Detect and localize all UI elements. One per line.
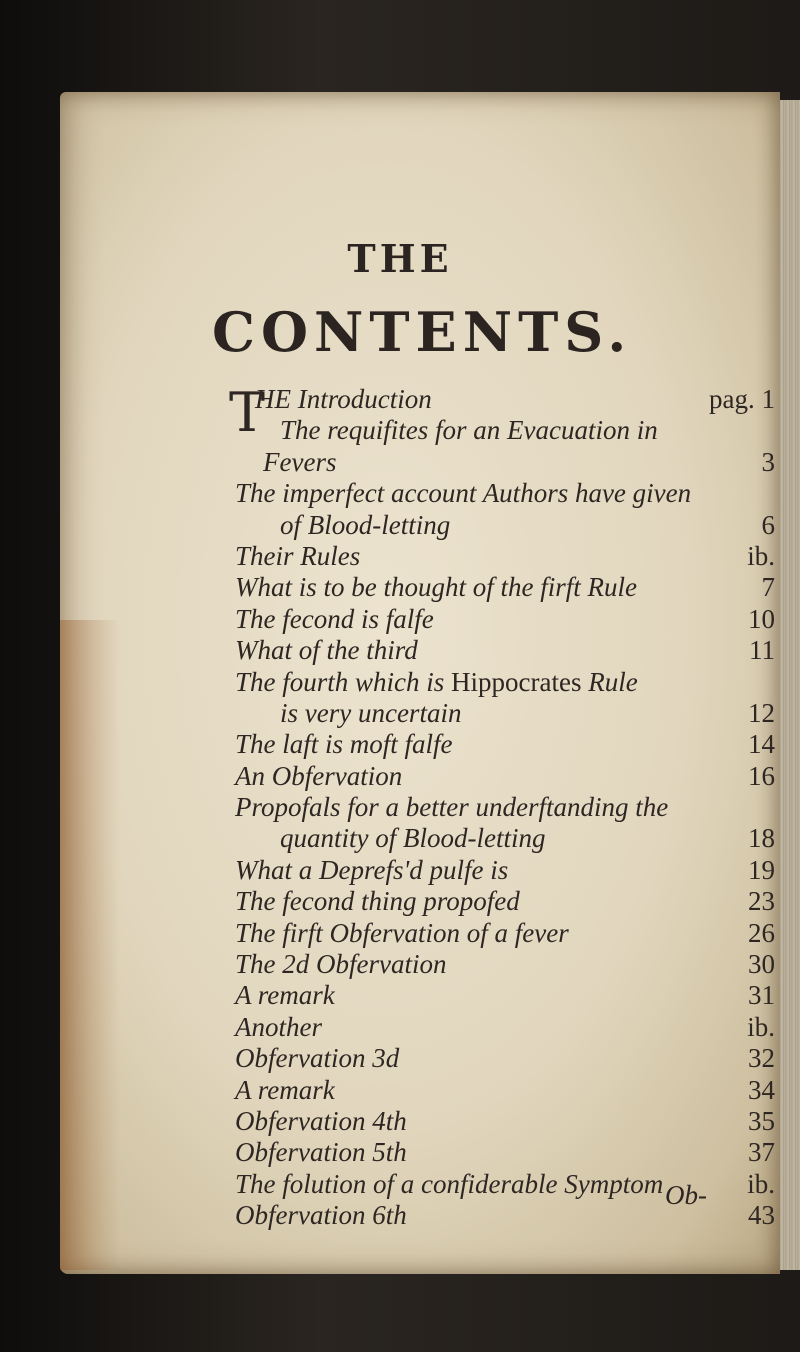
toc-entry-page: pag. 1 [709, 384, 775, 414]
toc-entry [235, 918, 775, 949]
toc-entry-label: The laft is moft falfe [235, 729, 453, 760]
toc-entry-page: 12 [748, 697, 775, 728]
toc-entry-page: 35 [748, 1105, 775, 1136]
toc-entry-page: 10 [748, 603, 775, 634]
toc-entry [235, 1012, 775, 1043]
toc-entry-label: of Blood-letting [280, 509, 451, 540]
toc-entry-page: 14 [748, 729, 775, 760]
toc-entry [235, 823, 775, 854]
toc-entry-label: Obfervation 4th [235, 1105, 407, 1136]
toc-entry-page: 7 [761, 572, 775, 603]
toc-entry [235, 761, 775, 792]
toc-entry [235, 855, 775, 886]
toc-entry-page: 26 [748, 917, 775, 948]
toc-entry-page: 34 [748, 1074, 775, 1105]
heading-the: THE [347, 236, 453, 281]
toc-entry [235, 667, 775, 698]
toc-entry-label: A remark [235, 1074, 335, 1105]
toc-entry-page: 30 [748, 949, 775, 980]
toc-entry-page: 11 [749, 635, 775, 666]
toc-entry-page: 43 [748, 1200, 775, 1231]
toc-entry [235, 949, 775, 980]
toc-entry-label: The fecond thing propofed [235, 886, 520, 917]
toc-entry-label: An Obfervation [235, 760, 403, 791]
toc-entry [235, 1106, 775, 1137]
toc-entry-page: ib. [747, 1168, 775, 1199]
toc-entry [235, 729, 775, 760]
toc-entry-label: The folution of a confiderable Symptom [235, 1168, 664, 1199]
toc-entry-page: 19 [748, 854, 775, 885]
toc-entry-label: Obfervation 6th [235, 1200, 407, 1231]
toc-entry [235, 635, 775, 666]
toc-entry-label: Obfervation 3d [235, 1043, 400, 1074]
toc-entry-label: The firft Obfervation of a fever [235, 917, 569, 948]
toc-entry [235, 510, 775, 541]
toc-entry [235, 415, 775, 446]
toc-entry-label: What is to be thought of the firft Rule [235, 572, 637, 603]
toc-entry-label: Propofals for a better underftanding the [235, 792, 669, 823]
toc-entry [235, 886, 775, 917]
toc-entry [235, 478, 775, 509]
drop-cap: T [229, 381, 266, 444]
toc-entry-label [235, 667, 638, 698]
toc-entry [235, 604, 775, 635]
toc-entry-page: 37 [748, 1137, 775, 1168]
toc-entry-label-roman: Hippocrates [451, 666, 582, 697]
toc-entry [235, 541, 775, 572]
toc-entry-page: ib. [747, 540, 775, 571]
toc-entry-page: 32 [748, 1043, 775, 1074]
toc-entry [235, 698, 775, 729]
toc-entry-page: 31 [748, 980, 775, 1011]
toc-entry-label: A remark [235, 980, 335, 1011]
toc-entry-page: 16 [748, 760, 775, 791]
toc-entry-page: 18 [748, 823, 775, 854]
toc-entry-label: What of the third [235, 635, 418, 666]
toc-entry-label: The 2d Obfervation [235, 949, 447, 980]
toc-entry [235, 792, 775, 823]
heading-contents: CONTENTS. [212, 300, 633, 364]
toc-entry [235, 1075, 775, 1106]
toc-entry-label: quantity of Blood-letting [280, 823, 546, 854]
toc-entry-page: 6 [761, 509, 775, 540]
toc-entry [235, 980, 775, 1011]
toc-entry-page: 3 [761, 446, 775, 477]
page-stain [60, 620, 120, 1270]
toc-entry-label: HE Introduction [255, 384, 432, 414]
toc-entry-label: Their Rules [235, 540, 361, 571]
toc-entry [235, 1137, 775, 1168]
toc-entry-label: Another [235, 1011, 322, 1042]
toc-entry-label: The fecond is falfe [235, 603, 434, 634]
toc-entry-label: is very uncertain [280, 697, 462, 728]
toc-entry-label-pre: The fourth which is [235, 666, 452, 697]
toc-entry-label: What a Deprefs'd pulfe is [235, 854, 509, 885]
toc-entry-label: Obfervation 5th [235, 1137, 407, 1168]
table-of-contents [229, 381, 775, 1232]
toc-entry [235, 572, 775, 603]
toc-entry [235, 447, 775, 478]
toc-entry-label: The requifites for an Evacuation in [280, 415, 658, 446]
toc-entry-label-post: Rule [581, 666, 638, 697]
toc-entry-label: The imperfect account Authors have given [235, 478, 692, 509]
toc-entry [235, 1043, 775, 1074]
toc-entry-page: ib. [747, 1011, 775, 1042]
toc-entry-label: Fevers [263, 446, 337, 477]
catchword: Ob- [665, 1180, 707, 1210]
toc-entry-page: 23 [748, 886, 775, 917]
